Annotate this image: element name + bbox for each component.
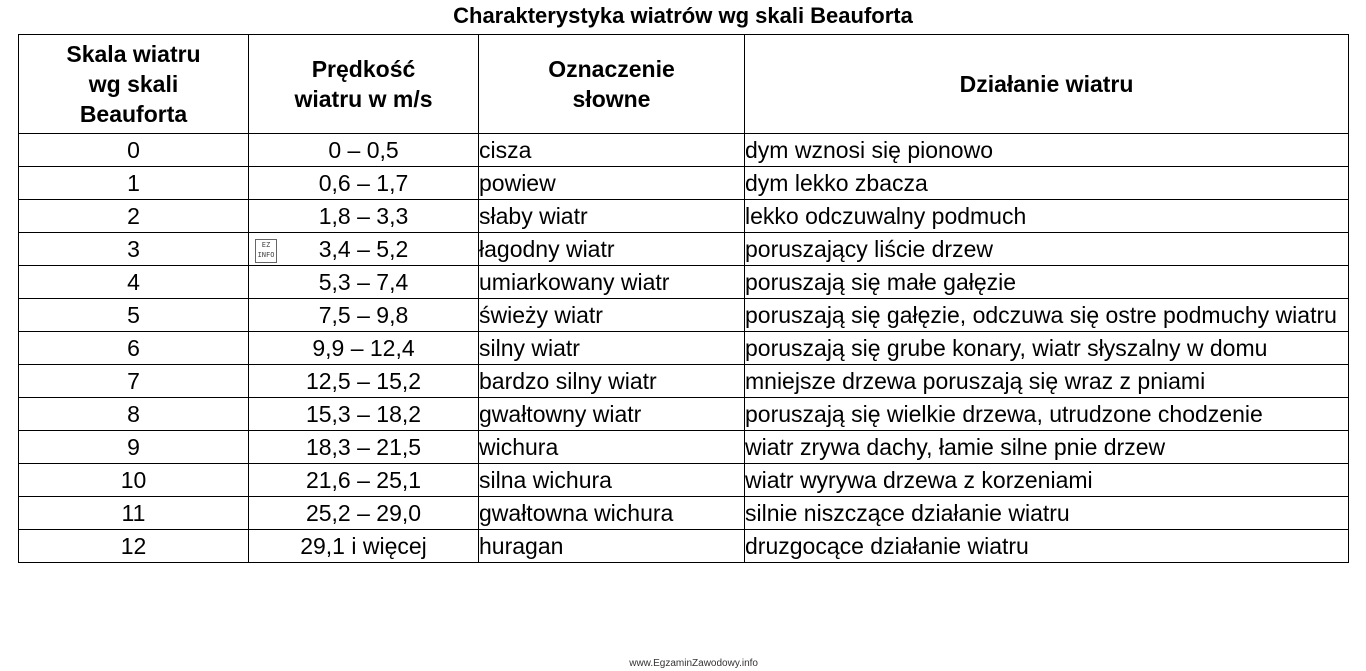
cell-name: gwałtowna wichura — [479, 497, 745, 530]
table-row — [19, 365, 1349, 398]
cell-scale: 11 — [19, 497, 249, 530]
cell-name: powiew — [479, 167, 745, 200]
cell-speed: 0,6 – 1,7 — [249, 167, 479, 200]
cell-speed: 15,3 – 18,2 — [249, 398, 479, 431]
cell-speed: 5,3 – 7,4 — [249, 266, 479, 299]
cell-name: słaby wiatr — [479, 200, 745, 233]
cell-speed: 1,8 – 3,3 — [249, 200, 479, 233]
cell-speed: 25,2 – 29,0 — [249, 497, 479, 530]
table-row — [19, 530, 1349, 563]
cell-effect: dym wznosi się pionowo — [745, 134, 1349, 167]
table-row — [19, 497, 1349, 530]
cell-scale: 10 — [19, 464, 249, 497]
cell-scale: 12 — [19, 530, 249, 563]
cell-scale: 4 — [19, 266, 249, 299]
cell-scale: 2 — [19, 200, 249, 233]
cell-effect: dym lekko zbacza — [745, 167, 1349, 200]
cell-scale: 9 — [19, 431, 249, 464]
cell-name: silna wichura — [479, 464, 745, 497]
cell-scale: 6 — [19, 332, 249, 365]
cell-name: gwałtowny wiatr — [479, 398, 745, 431]
cell-effect: druzgocące działanie wiatru — [745, 530, 1349, 563]
header-row — [19, 35, 1349, 134]
cell-name: świeży wiatr — [479, 299, 745, 332]
header-speed: Prędkość wiatru w m/s — [249, 35, 479, 134]
cell-effect: mniejsze drzewa poruszają się wraz z pniami — [745, 365, 1349, 398]
cell-speed: 12,5 – 15,2 — [249, 365, 479, 398]
cell-scale: 1 — [19, 167, 249, 200]
cell-name: cisza — [479, 134, 745, 167]
cell-name: łagodny wiatr — [479, 233, 745, 266]
table-row — [19, 266, 1349, 299]
cell-effect: poruszają się małe gałęzie — [745, 266, 1349, 299]
cell-effect: poruszają się grube konary, wiatr słyszalny w domu — [745, 332, 1349, 365]
cell-effect: lekko odczuwalny podmuch — [745, 200, 1349, 233]
cell-speed: 29,1 i więcej — [249, 530, 479, 563]
cell-effect: wiatr wyrywa drzewa z korzeniami — [745, 464, 1349, 497]
cell-name: bardzo silny wiatr — [479, 365, 745, 398]
cell-effect: wiatr zrywa dachy, łamie silne pnie drzew — [745, 431, 1349, 464]
cell-scale: 5 — [19, 299, 249, 332]
cell-effect: silnie niszczące działanie wiatru — [745, 497, 1349, 530]
table-row — [19, 200, 1349, 233]
table-row — [19, 134, 1349, 167]
cell-scale: 8 — [19, 398, 249, 431]
watermark-logo-icon: EZ INFO — [255, 239, 277, 263]
cell-effect: poruszający liście drzew — [745, 233, 1349, 266]
table-row — [19, 167, 1349, 200]
table-row — [19, 299, 1349, 332]
table-row — [19, 332, 1349, 365]
cell-name: silny wiatr — [479, 332, 745, 365]
table-body — [19, 134, 1349, 563]
cell-speed: 0 – 0,5 — [249, 134, 479, 167]
table-row — [19, 431, 1349, 464]
header-scale: Skala wiatru wg skali Beauforta — [19, 35, 249, 134]
table-row — [19, 398, 1349, 431]
cell-speed: 3,4 – 5,2 EZ INFO — [249, 233, 479, 266]
table-row — [19, 464, 1349, 497]
cell-scale: 0 — [19, 134, 249, 167]
cell-scale: 7 — [19, 365, 249, 398]
table-row — [19, 233, 1349, 266]
header-name: Oznaczenie słowne — [479, 35, 745, 134]
cell-scale: 3 — [19, 233, 249, 266]
cell-effect: poruszają się wielkie drzewa, utrudzone chodzenie — [745, 398, 1349, 431]
cell-speed: 7,5 – 9,8 — [249, 299, 479, 332]
footer-watermark: www.EgzaminZawodowy.info — [629, 658, 758, 669]
cell-speed: 9,9 – 12,4 — [249, 332, 479, 365]
cell-name: umiarkowany wiatr — [479, 266, 745, 299]
header-effect: Działanie wiatru — [745, 35, 1349, 134]
beaufort-table — [18, 34, 1349, 563]
cell-name: huragan — [479, 530, 745, 563]
page-title: Charakterystyka wiatrów wg skali Beauforta — [453, 3, 913, 28]
cell-speed: 18,3 – 21,5 — [249, 431, 479, 464]
cell-name: wichura — [479, 431, 745, 464]
cell-effect: poruszają się gałęzie, odczuwa się ostre podmuchy wiatru — [745, 299, 1349, 332]
cell-speed: 21,6 – 25,1 — [249, 464, 479, 497]
